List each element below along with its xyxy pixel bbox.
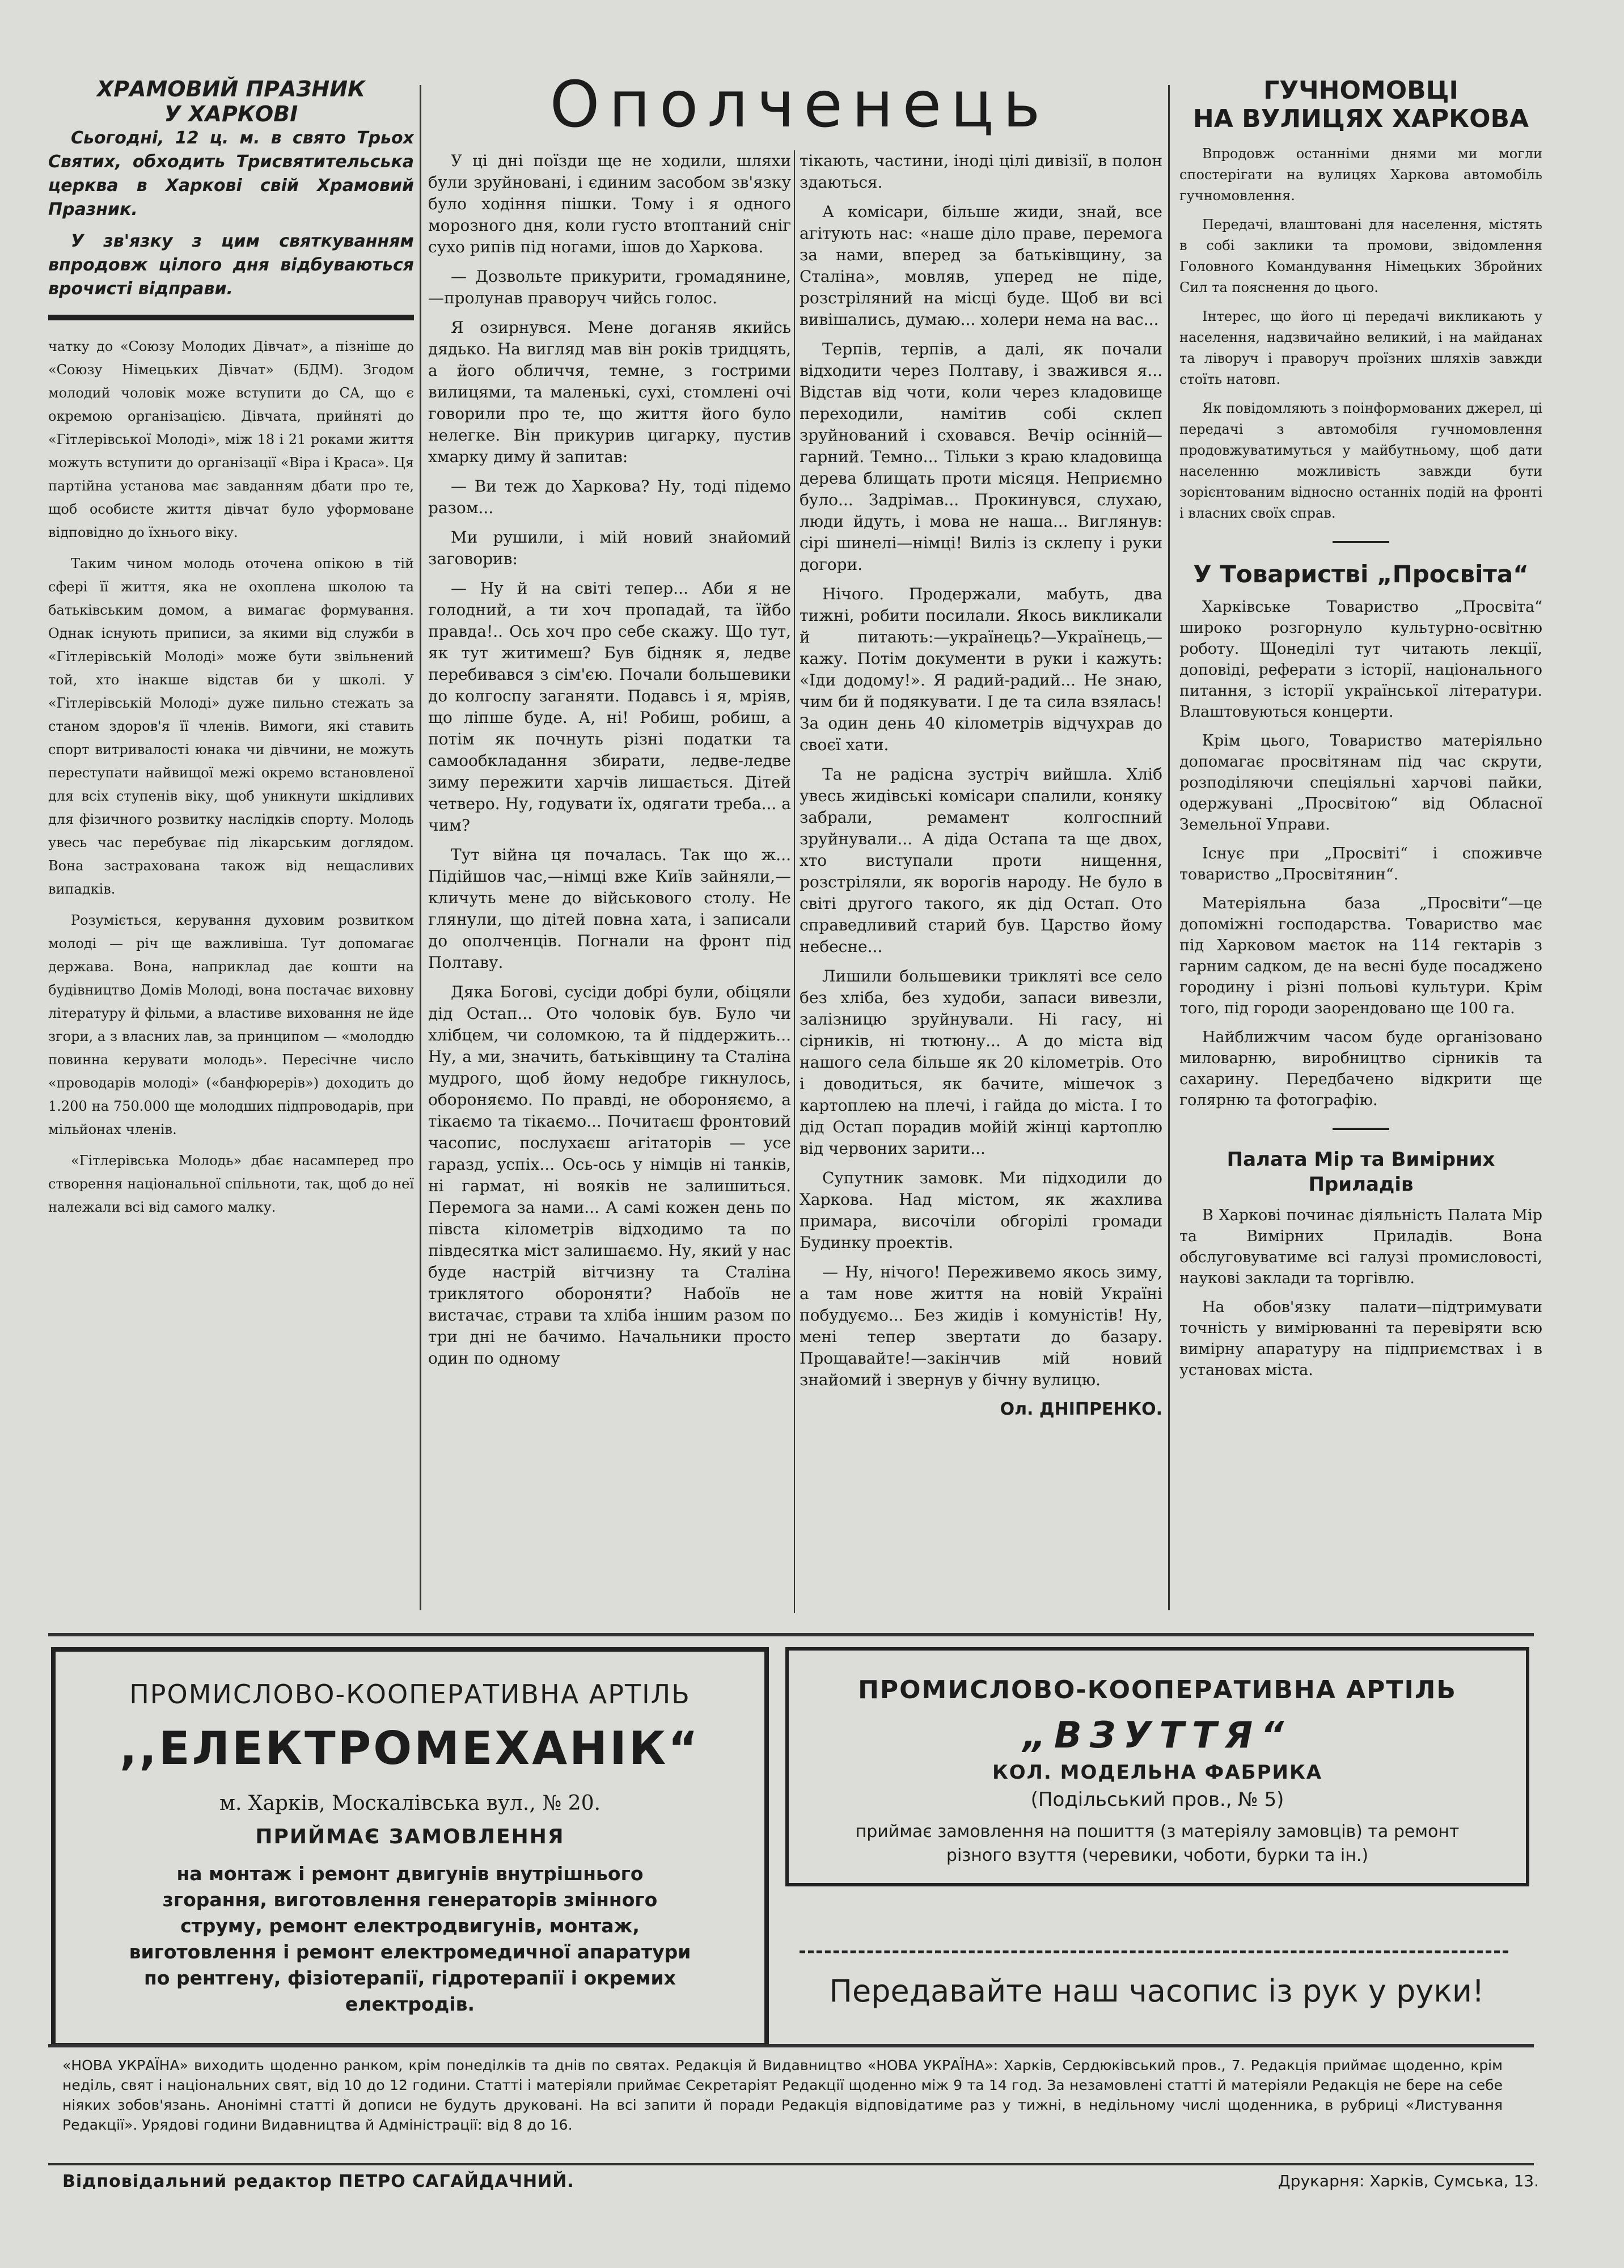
story-c1-p1: У ці дні поїзди ще не ходили, шляхи були зруйновані, і єдиним засобом зв'язку було ходіння пішки. Тому і я одного морозного дня, коли густо втоптаний сніг сухо рипів під ногами, ішов до Харкова.	[428, 151, 791, 256]
loudspeakers-p1: Впродовж останніми днями ми могли спостерігати на вулицях Харкова автомобіль гучномовлення.	[1179, 146, 1542, 204]
youth-paragraph-1: чатку до «Союзу Молодих Дівчат», а пізніше до «Союзу Німецьких Дівчат» (БДМ). Згодом молодий чоловік може вступити до СА, що є окремою організацією. Дівчата, прийняті до «Гітлерівської Молоді», між 18 і 21 роками життя можуть вступити до організації «Віра і Краса». Ця партійна установа має завданням дбати про те, щоб особисте життя дівчат було уформоване відповідно до їхнього віку.	[48, 338, 414, 540]
story-c2-p7: Супутник замовк. Ми підходили до Харкова. Над містом, як жахлива примара, височіли обгорілі громади Будинку проектів.	[800, 1169, 1162, 1252]
youth-paragraph-4: «Гітлерівська Молодь» дбає насамперед про створення національної спільноти, так, щоб до неї належали всі від самого малку.	[48, 1153, 414, 1215]
ad2-line1: ПРОМИСЛОВО-КООПЕРАТИВНА АРТІЛЬ	[858, 1675, 1457, 1704]
masthead-footer: «НОВА УКРАЇНА» виходить щоденно ранком, крім понеділків та днів по святах. Редакція й Видавництво «НОВА УКРАЇНА»: Харків, Сердюківський пров., 7. Редакція приймає щоденно, крім неділь, свят і національних свят, від 10 до 12 години. Статті і матеріяли приймає Секретаріят Редакції щоденно між 9 та 14 год. За незамовлені статті й матеріяли Редакція не бере на себе ніяких зобов'язань. Анонімні статті й дописи не будуть друковані. На всі запити й поради Редакція відповідатиме раз у тижні, в недільному числі щоденника, в рубриці «Листування Редакції». Урядові години Видавництва й Адміністрації: від 8 до 16.	[62, 2057, 1503, 2133]
story-c2-p3: Терпів, терпів, а далі, як почали відходити через Полтаву, і зважився я... Відстав від чоти, коли через кладовище переходили, намітив собі склеп зруйнований і сховався. Вечір осінній—гарний. Темно... Тільки з краю кладовища дерева блищать проти місяця. Неприємно було... Задрімав... Прокинувся, слухаю, люди йдуть, і мова не наша... Виглянув: сірі шинелі—німці! Виліз із склепу і руки догори.	[800, 340, 1162, 574]
youth-paragraph-3: Розуміється, керування духовим розвитком молоді — річ ще важливіша. Тут допомагає держава. Вона, наприклад дає кошти на будівництво Домів Молоді, вона постачає виховну літературу й фільми, а властиве виховання не йде згори, а з власних лав, за принципом — «молоддю повинна керувати молодь». Пересічне число «проводарів молоді» («банфюрерів») доходить до 1.200 на 750.000 ще молодших підпроводарів, при мільйонах членів.	[48, 912, 414, 1137]
ad-footwear	[785, 1647, 1529, 1886]
story-c1-p6: — Ну й на світі тепер... Аби я не голодний, а ти хоч пропадай, та їйбо правда!.. Ось хоч про себе скажу. Що тут, як тут житимеш? Був бідняк я, ледве перебивався з сім'єю. Почали большевики до колгоспу заганяти. Подавсь і я, мріяв, що ліпше буде. А, ні! Робиш, робиш, а потім як почнуть різні податки та самообкладання збирати, ледве-ледве зиму пережити харчів лишається. Дітей четверо. Ну, годувати їх, одягати треба... а чим?	[428, 579, 791, 835]
ad2-address: (Подільський пров., № 5)	[1030, 1788, 1284, 1811]
prosvita-p4: Матеріяльна база „Просвіти“—це допоміжні господарства. Товариство має під Харковом маєток на 114 гектарів з гарним садком, де на весні буде посаджено городину і різні польові культури. Крім того, під городи заорендовано ще 100 га.	[1179, 895, 1542, 1017]
story-title: Ополченець	[549, 68, 1050, 142]
temple-feast-intro-1: Сьогодні, 12 ц. м. в свято Трьох Святих, обходить Трисвятительська церква в Харкові свій Храмовий Празник.	[48, 128, 414, 219]
ad2-sub: КОЛ. МОДЕЛЬНА ФАБРИКА	[992, 1761, 1323, 1784]
measures-p1: В Харкові починає діяльність Палата Мір та Вимірних Приладів. Вона обслуговуватиме всі галузі промисловості, наукові заклади та торгівлю.	[1179, 1207, 1542, 1287]
ad2-details: приймає замовлення на пошиття (з матеріялу замовців) та ремонт різного взуття (черевики, чоботи, бурки та ін.)	[855, 1822, 1460, 1865]
story-c2-p1: тікають, частини, іноді цілі дивізії, в полон здаються.	[800, 151, 1162, 192]
story-c1-p8: Дяка Богові, сусіди добрі були, обіцяли дід Остап... Ото чоловік був. Було чи хлібцем, чи соломкою, та й піддержить... Ну, а ми, значить, батьківщину та Сталіна мудрого, щоб йому недобре гикнулось, обороняємо. По правді, не обороняємо, а тікаємо та тікаємо... Почитаєш фронтовий часопис, послухаєш агітаторів — усе гаразд, успіх... Ось-ось у німців ні танків, ні гармат, ні вояків не залишиться. Перемога за нами... А самі кожен день по півста кілометрів відходимо та по півдесятка міст залишаємо. Ну, який у нас буде настрій вітчизну та Сталіна триклятого обороняти? Набоїв не вистачає, страви та хліба іншим разом по три дні не бачимо. Начальники просто один по одному	[428, 983, 791, 1368]
ad2-slogan: Передавайте наш часопис із рук у руки!	[829, 1973, 1485, 2009]
loudspeakers-p2: Передачі, влаштовані для населення, містять в собі заклики та промови, звідомлення Головного Командування Німецьких Збройних Сил та пояснення до цього.	[1179, 217, 1542, 295]
ad1-accepts: ПРИЙМАЄ ЗАМОВЛЕННЯ	[255, 1825, 565, 1848]
ad1-name: ,,ЕЛЕКТРОМЕХАНІК“	[120, 1722, 700, 1775]
ad1-address: м. Харків, Москалівська вул., № 20.	[219, 1792, 601, 1815]
ads-bottom-rule	[48, 2044, 1534, 2047]
ad1-details: на монтаж і ремонт двигунів внутрішнього згорання, виготовлення генераторів змінного струму, ремонт електродвигунів, монтаж, виготовлення і ремонт електромедичної апаратури по рентгену, фізіотерапії, гідротерапії і окремих електродів.	[129, 1863, 691, 2015]
story-column-1	[428, 150, 791, 1613]
story-c2-p2: А комісари, більше жиди, знай, все агітують нас: «наше діло праве, перемога за нами, вперед за батьківщину, за Сталіна», мовляв, уперед не піде, розстріляний на місці буде. Щоб ви всі вивішались, думаю... холери нема на вас...	[800, 202, 1162, 329]
ads-top-rule	[48, 1633, 1534, 1636]
left-rule	[48, 315, 414, 320]
prosvita-p5: Найближчим часом буде організовано миловарню, виробництво сірників та сахарину. Передбачено відкрити ще голярню та фотографію.	[1179, 1029, 1542, 1109]
column-divider-3	[1168, 85, 1170, 1610]
temple-feast-intro-2: У зв'язку з цим святкуванням впродовж цілого дня відбуваються врочисті відправи.	[48, 231, 414, 299]
column-divider-1	[420, 85, 421, 1610]
left-column	[48, 77, 414, 1607]
ad1-line1: ПРОМИСЛОВО-КООПЕРАТИВНА АРТІЛЬ	[129, 1679, 691, 1710]
ad2-dashed-rule	[800, 1950, 1508, 1953]
story-column-2	[800, 150, 1162, 1613]
loudspeakers-p3: Інтерес, що його ці передачі викликають у населення, надзвичайно великий, і на майданах та ліворуч і праворуч проїзних шляхів завжди стоїть натовп.	[1179, 308, 1542, 387]
story-signature: Ол. ДНІПРЕНКО.	[1000, 1399, 1162, 1419]
loudspeakers-p4: Як повідомляють з поінформованих джерел, ці передачі з автомобіля гучномовлення продовжуватимуться у майбутньому, щоб дати населенню можливість завжди бути зорієнтованим відносно останніх подій на фронті і власних своїх справ.	[1179, 400, 1542, 521]
column-divider-2	[794, 150, 795, 1613]
story-c2-p5: Та не радісна зустріч вийшла. Хліб увесь жидівські комісари спалили, коняку забрали, ремамент колгоспний зруйнували... А діда Остапа та ще двох, хто виступали проти нищення, розстріляли, як ворогів народу. Не було в світі другого такого, як дід Остап. Ото справедливий старий був. Царство йому небесне...	[800, 765, 1162, 956]
story-c1-p5: Ми рушили, і мій новий знайомий заговорив:	[428, 528, 791, 568]
story-c2-p8: — Ну, нічого! Переживемо якось зиму, а там нове життя на новій Україні побудуємо... Без жидів і комуністів! Ну, мені тепер звертати до базару. Прощавайте!—закінчив мій новий знайомий і звернув у бічну вулицю.	[800, 1263, 1162, 1389]
temple-feast-heading: ХРАМОВИЙ ПРАЗНИК У ХАРКОВІ	[96, 77, 366, 126]
story-c1-p4: — Ви теж до Харкова? Ну, тоді підемо разом...	[428, 477, 791, 517]
prosvita-p3: Існує при „Просвіті“ і споживче товариство „Просвітянин“.	[1179, 845, 1542, 883]
responsible-editor: Відповідальний редактор ПЕТРО САГАЙДАЧНИЙ.	[62, 2172, 574, 2191]
footer-rule	[48, 2163, 1534, 2165]
right-column	[1179, 77, 1542, 1613]
story-c2-p4: Нічого. Продержали, мабуть, два тижні, робити посилали. Якось викликали й питають:—українець?—Українець,—кажу. Потім документи в руки і кажуть: «Іди додому!». Я радий-радий... Не знаю, чим би й подякувати. І де та сила взялась! За один день 40 кілометрів відчухрав до своєї хати.	[800, 585, 1162, 754]
prosvita-p1: Харківське Товариство „Просвіта“ широко розгорнуло культурно-освітню роботу. Щонеділі тут читають лекції, доповіді, реферати з історії, національного питання, з історії української літератури. Влаштовуються концерти.	[1179, 598, 1542, 721]
prosvita-p2: Крім цього, Товариство матеріяльно допомагає просвітянам під час скрути, розподіляючи спеціяльні харчові пайки, одержувані „Просвітою“ від Обласної Земельної Управи.	[1179, 732, 1542, 833]
story-c2-p6: Лишили большевики триклятi все село без хліба, без худоби, запаси вивезли, залізницю зруйнували. Ні гасу, ні сірників, ні тютюну... А до міста від нашого села більше як 20 кілометрів. Ото і доводиться, як бачите, мішечок з картоплею на плечі, і гайда до міста. І то дід Остап порадив мойій жінці картоплю від червоних зарити...	[800, 967, 1162, 1158]
measures-chamber-heading: Палата Мір та Вимірних Приладів	[1227, 1148, 1495, 1196]
section-divider	[1333, 541, 1389, 543]
ad2-name: „ВЗУТТЯ“	[1022, 1715, 1292, 1757]
measures-p2: На обов'язку палати—підтримувати точність у вимірюванні та перевіряти всю вимірну апаратуру на підприємствах і в установах міста.	[1179, 1298, 1542, 1379]
ad-electromechanic	[51, 1647, 769, 2047]
prosvita-heading: У Товаристві „Просвіта“	[1193, 560, 1529, 588]
loudspeakers-heading: ГУЧНОМОВЦІ НА ВУЛИЦЯХ ХАРКОВА	[1192, 77, 1529, 133]
story-c1-p3: Я озирнувся. Мене доганяв якийсь дядько. На вигляд мав він років тридцять, а його обличчя, темне, з гострими вилицями, та маленькі, сухі, стомлені очі говорили про те, що життя його було нелегке. Він прикурив цигарку, пустив хмарку диму й запитав:	[428, 318, 791, 466]
story-c1-p2: — Дозвольте прикурити, громадянине,—пролунав праворуч чийсь голос.	[428, 267, 791, 307]
youth-paragraph-2: Таким чином молодь оточена опікою в тій сфері її життя, яка не охоплена школою та батьківським домом, а вимагає формування. Однак існують приписи, за якими від служби в «Гітлерівській Молоді» може бути звільнений той, хто інакше відстав би у школі. У «Гітлерівській Молоді» дуже пильно стежать за станом здоров'я її членів. Вимоги, які ставить спорт витривалості юнака чи дівчини, не можуть переступати найвищої межі окремо встановленої для всіх ступенів віку, щоб уникнути шкідливих для фізичного розвитку наслідків спорту. Молодь увесь час перебуває під лікарським доглядом. Вона застрахована також від нещасливих випадків.	[48, 556, 414, 897]
section-divider	[1333, 1128, 1389, 1130]
story-c1-p7: Тут війна ця почалась. Так що ж... Підійшов час,—німці вже Київ зайняли,—кличуть мене до військового столу. Не глянули, що дітей повна хата, і записали до ополченців. Погнали на фронт під Полтаву.	[428, 845, 791, 972]
printer: Друкарня: Харків, Сумська, 13.	[1278, 2172, 1539, 2190]
